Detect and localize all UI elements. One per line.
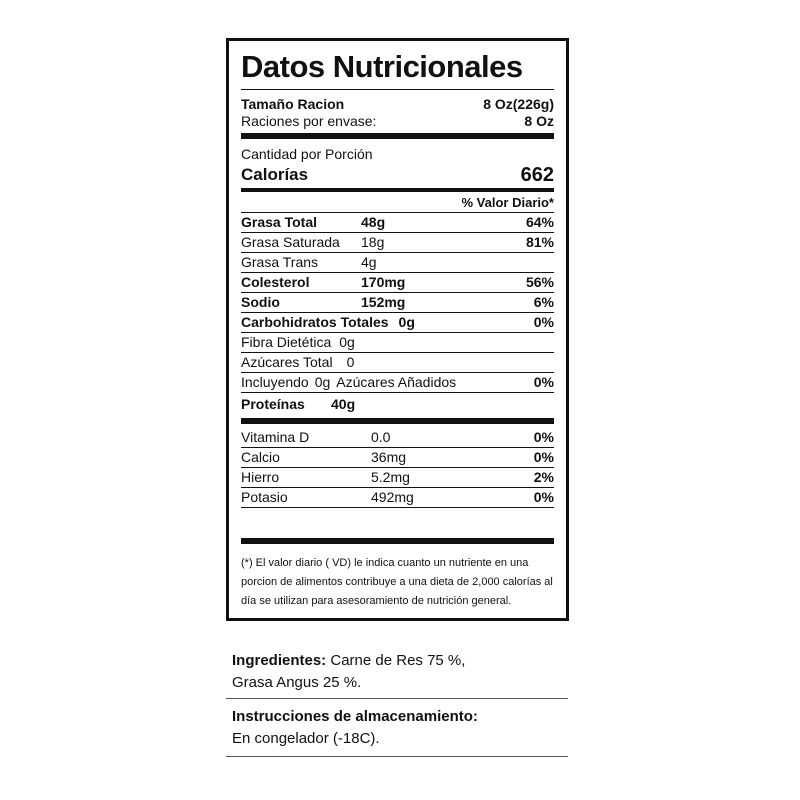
nutrient-label: Fibra Dietética — [241, 334, 332, 350]
nutrient-row-saturated-fat — [241, 233, 554, 252]
vitamin-label: Hierro — [241, 469, 280, 485]
nutrient-row-trans-fat — [241, 253, 554, 272]
servings-row — [241, 114, 554, 129]
nutrient-amount: 4g — [361, 254, 377, 270]
ingredients-line-1: Carne de Res 75 %, — [330, 652, 466, 669]
nutrient-extra: Azúcares Añadidos — [336, 374, 457, 390]
vitamin-dv: 2% — [533, 469, 554, 485]
nutrient-row-carbohydrates — [241, 313, 554, 332]
vitamin-amount: 492mg — [371, 489, 414, 505]
vitamin-amount: 0.0 — [371, 429, 391, 445]
nutrient-amount: 0g — [339, 334, 355, 350]
vitamin-amount: 5.2mg — [371, 469, 410, 485]
panel-title: Datos Nutricionales — [241, 49, 523, 84]
vitamin-dv: 0% — [533, 449, 554, 465]
nutrient-row-protein — [241, 393, 554, 415]
section-divider — [226, 756, 568, 757]
vitamin-label: Potasio — [241, 489, 288, 505]
section-divider — [226, 698, 568, 699]
calories-row — [241, 164, 554, 186]
nutrient-amount: 40g — [331, 396, 356, 412]
footnote: (*) El valor diario ( VD) le indica cuanto un nutriente en una porcion de alimentos contribuye a una dieta de 2,000 calorías al día se utilizan para asesoramiento de nutrición general. — [241, 557, 553, 607]
vitamin-row-calcium — [241, 448, 554, 467]
nutrient-row-sodium — [241, 293, 554, 312]
nutrient-amount: 48g — [361, 214, 386, 230]
storage-label: Instrucciones de almacenamiento: — [232, 708, 478, 725]
nutrient-dv: 64% — [525, 214, 554, 230]
nutrient-amount: 18g — [361, 234, 385, 250]
ingredients-label: Ingredientes: — [232, 652, 327, 669]
storage-section — [232, 706, 568, 750]
nutrient-amount: 170mg — [361, 274, 406, 290]
servings-label: Raciones por envase: — [241, 113, 377, 129]
nutrient-row-cholesterol — [241, 273, 554, 292]
nutrient-label: Proteínas — [241, 396, 305, 412]
nutrient-amount: 0 — [346, 354, 355, 370]
nutrient-label: Grasa Saturada — [241, 234, 340, 250]
divider-thick — [241, 538, 554, 544]
dv-header: % Valor Diario* — [461, 195, 554, 210]
divider-medium — [241, 188, 554, 192]
vitamin-row-potassium — [241, 488, 554, 507]
nutrient-dv: 0% — [533, 374, 554, 390]
nutrient-label: Sodio — [241, 294, 280, 310]
nutrient-label: Carbohidratos Totales — [241, 314, 389, 330]
vitamin-label: Calcio — [241, 449, 280, 465]
nutrition-facts-panel — [226, 38, 569, 621]
vitamin-label: Vitamina D — [241, 429, 310, 445]
nutrient-dv: 0% — [533, 314, 554, 330]
storage-text: En congelador (-18C). — [232, 730, 380, 747]
nutrient-dv: 6% — [533, 294, 554, 310]
vitamin-amount: 36mg — [371, 449, 407, 465]
serving-size-row — [241, 95, 554, 114]
vitamin-dv: 0% — [533, 429, 554, 445]
nutrient-amount: 0g — [314, 374, 331, 390]
nutrient-label: Grasa Trans — [241, 254, 319, 270]
vitamin-dv: 0% — [533, 489, 554, 505]
amount-per-serving-label: Cantidad por Porción — [241, 146, 373, 162]
serving-size-value: 8 Oz(226g) — [483, 96, 554, 112]
nutrient-dv: 56% — [525, 274, 554, 290]
vitamin-row-vitamin-d — [241, 428, 554, 447]
divider-thick — [241, 133, 554, 139]
nutrient-row-fiber — [241, 333, 554, 352]
nutrient-row-total-sugars — [241, 353, 554, 372]
calories-value: 662 — [520, 164, 554, 186]
nutrient-label: Grasa Total — [241, 214, 317, 230]
calories-label: Calorías — [241, 165, 309, 184]
divider — [241, 507, 554, 508]
nutrient-amount: 152mg — [361, 294, 406, 310]
nutrient-row-total-fat — [241, 213, 554, 232]
servings-value: 8 Oz — [524, 113, 554, 129]
ingredients-line-2: Grasa Angus 25 %. — [232, 674, 362, 691]
nutrient-row-added-sugars — [241, 373, 554, 392]
nutrient-label: Incluyendo — [241, 374, 309, 390]
serving-size-label: Tamaño Racion — [241, 96, 345, 112]
nutrient-label: Colesterol — [241, 274, 310, 290]
nutrient-amount: 0g — [398, 314, 415, 330]
vitamin-row-iron — [241, 468, 554, 487]
divider-thick — [241, 418, 554, 424]
nutrient-dv: 81% — [525, 234, 554, 250]
divider — [241, 89, 554, 90]
amount-per-serving — [241, 145, 554, 164]
nutrient-label: Azúcares Total — [241, 354, 333, 370]
ingredients-section — [232, 650, 568, 694]
